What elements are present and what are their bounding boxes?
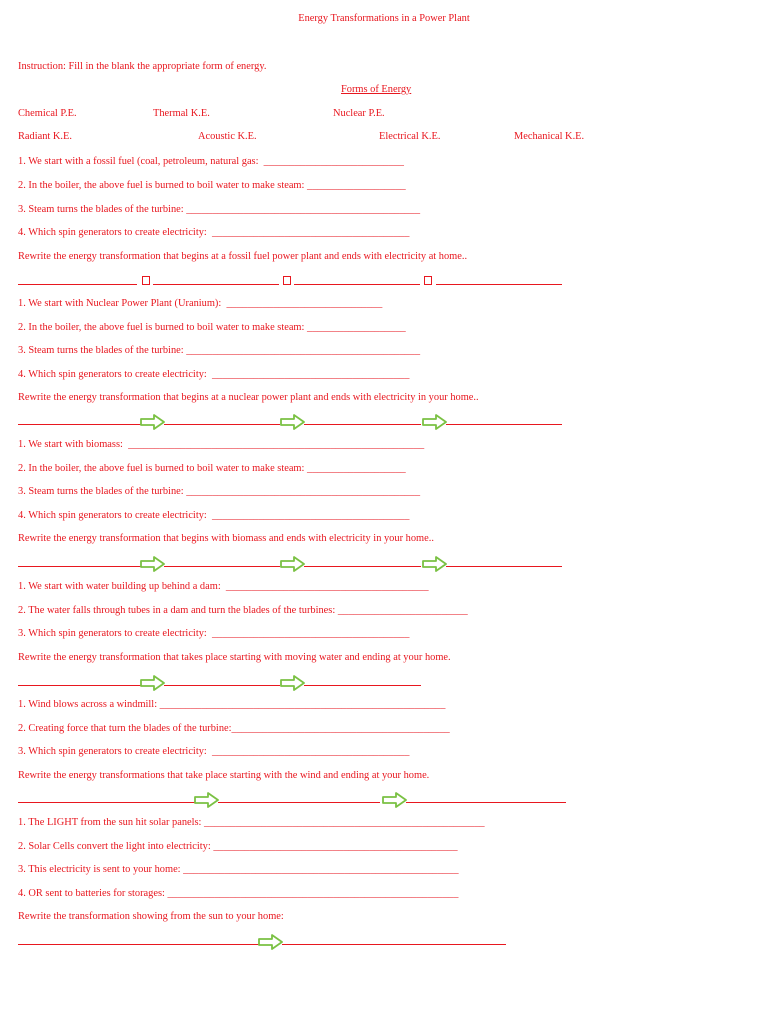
right-arrow-icon: [422, 556, 448, 572]
hydro-question-2: 2. The water falls through tubes in a dam and turn the blades of the turbines: _________________________: [18, 605, 468, 616]
fossil-blank-3[interactable]: [294, 284, 420, 285]
nuclear-blank-3[interactable]: [304, 424, 421, 425]
page-title: Energy Transformations in a Power Plant: [298, 13, 470, 24]
fossil-blank-2[interactable]: [153, 284, 279, 285]
solar-question-1: 1. The LIGHT from the sun hit solar panels: ______________________________________________________: [18, 817, 485, 828]
form-chemical-pe: Chemical P.E.: [18, 108, 77, 119]
nuclear-question-3: 3. Steam turns the blades of the turbine: _____________________________________________: [18, 345, 421, 356]
form-nuclear-pe: Nuclear P.E.: [333, 108, 385, 119]
fossil-blank-1[interactable]: [18, 284, 137, 285]
biomass-blank-2[interactable]: [164, 566, 280, 567]
hydro-question-3: 3. Which spin generators to create electricity: ______________________________________: [18, 628, 410, 639]
hydro-blank-3[interactable]: [304, 685, 421, 686]
solar-blank-1[interactable]: [18, 944, 260, 945]
fossil-rewrite-prompt: Rewrite the energy transformation that begins at a fossil fuel power plant and ends with electricity at home..: [18, 251, 468, 262]
biomass-question-4: 4. Which spin generators to create electricity: ______________________________________: [18, 510, 410, 521]
instruction-text: Instruction: Fill in the blank the appropriate form of energy.: [18, 61, 267, 72]
biomass-rewrite-prompt: Rewrite the energy transformation that begins with biomass and ends with electricity in your home..: [18, 533, 434, 544]
wind-blank-2[interactable]: [218, 802, 380, 803]
nuclear-blank-2[interactable]: [164, 424, 280, 425]
placeholder-glyph-icon: [424, 276, 432, 285]
fossil-question-1: 1. We start with a fossil fuel (coal, petroleum, natural gas: ___________________________: [18, 156, 404, 167]
right-arrow-icon: [140, 414, 166, 430]
fossil-blank-4[interactable]: [436, 284, 562, 285]
right-arrow-icon: [422, 414, 448, 430]
solar-question-2: 2. Solar Cells convert the light into electricity: _______________________________________________: [18, 841, 458, 852]
wind-answer-chain: [18, 792, 568, 806]
form-mechanical-ke: Mechanical K.E.: [514, 131, 585, 142]
hydro-answer-chain: [18, 675, 428, 689]
form-radiant-ke: Radiant K.E.: [18, 131, 72, 142]
wind-rewrite-prompt: Rewrite the energy transformations that take place starting with the wind and ending at your home.: [18, 770, 430, 781]
wind-blank-3[interactable]: [406, 802, 566, 803]
right-arrow-icon: [280, 675, 306, 691]
hydro-blank-1[interactable]: [18, 685, 142, 686]
wind-blank-1[interactable]: [18, 802, 196, 803]
fossil-question-2: 2. In the boiler, the above fuel is burned to boil water to make steam: ___________________: [18, 180, 406, 191]
fossil-question-3: 3. Steam turns the blades of the turbine: _____________________________________________: [18, 204, 421, 215]
biomass-answer-chain: [18, 556, 568, 570]
fossil-question-4: 4. Which spin generators to create electricity: ______________________________________: [18, 227, 410, 238]
nuclear-blank-4[interactable]: [446, 424, 562, 425]
biomass-question-2: 2. In the boiler, the above fuel is burned to boil water to make steam: ___________________: [18, 463, 406, 474]
nuclear-rewrite-prompt: Rewrite the energy transformation that begins at a nuclear power plant and ends with electricity in your home..: [18, 392, 479, 403]
nuclear-answer-chain: [18, 414, 568, 428]
form-electrical-ke: Electrical K.E.: [379, 131, 441, 142]
right-arrow-icon: [280, 556, 306, 572]
placeholder-glyph-icon: [142, 276, 150, 285]
wind-question-3: 3. Which spin generators to create electricity: ______________________________________: [18, 746, 410, 757]
solar-blank-2[interactable]: [282, 944, 506, 945]
placeholder-glyph-icon: [283, 276, 291, 285]
right-arrow-icon: [280, 414, 306, 430]
form-thermal-ke: Thermal K.E.: [153, 108, 210, 119]
hydro-blank-2[interactable]: [164, 685, 280, 686]
right-arrow-icon: [194, 792, 220, 808]
solar-answer-chain: [18, 934, 518, 948]
hydro-question-1: 1. We start with water building up behind a dam: _______________________________________: [18, 581, 429, 592]
right-arrow-icon: [258, 934, 284, 950]
solar-question-3: 3. This electricity is sent to your home: _____________________________________________________: [18, 864, 459, 875]
wind-question-1: 1. Wind blows across a windmill: _______________________________________________________: [18, 699, 446, 710]
biomass-blank-1[interactable]: [18, 566, 142, 567]
nuclear-blank-1[interactable]: [18, 424, 142, 425]
nuclear-question-4: 4. Which spin generators to create electricity: ______________________________________: [18, 369, 410, 380]
biomass-question-1: 1. We start with biomass: _________________________________________________________: [18, 439, 425, 450]
fossil-answer-chain: [18, 274, 568, 288]
biomass-blank-4[interactable]: [446, 566, 562, 567]
right-arrow-icon: [140, 675, 166, 691]
nuclear-question-2: 2. In the boiler, the above fuel is burned to boil water to make steam: ___________________: [18, 322, 406, 333]
wind-question-2: 2. Creating force that turn the blades of the turbine:__________________________________________: [18, 723, 450, 734]
biomass-blank-3[interactable]: [304, 566, 421, 567]
form-acoustic-ke: Acoustic K.E.: [198, 131, 257, 142]
right-arrow-icon: [382, 792, 408, 808]
biomass-question-3: 3. Steam turns the blades of the turbine: _____________________________________________: [18, 486, 421, 497]
solar-rewrite-prompt: Rewrite the transformation showing from the sun to your home:: [18, 911, 284, 922]
right-arrow-icon: [140, 556, 166, 572]
solar-question-4: 4. OR sent to batteries for storages: ________________________________________________________: [18, 888, 459, 899]
nuclear-question-1: 1. We start with Nuclear Power Plant (Uranium): ______________________________: [18, 298, 383, 309]
hydro-rewrite-prompt: Rewrite the energy transformation that takes place starting with moving water and ending at your home.: [18, 652, 451, 663]
forms-of-energy-heading: Forms of Energy: [341, 84, 412, 95]
